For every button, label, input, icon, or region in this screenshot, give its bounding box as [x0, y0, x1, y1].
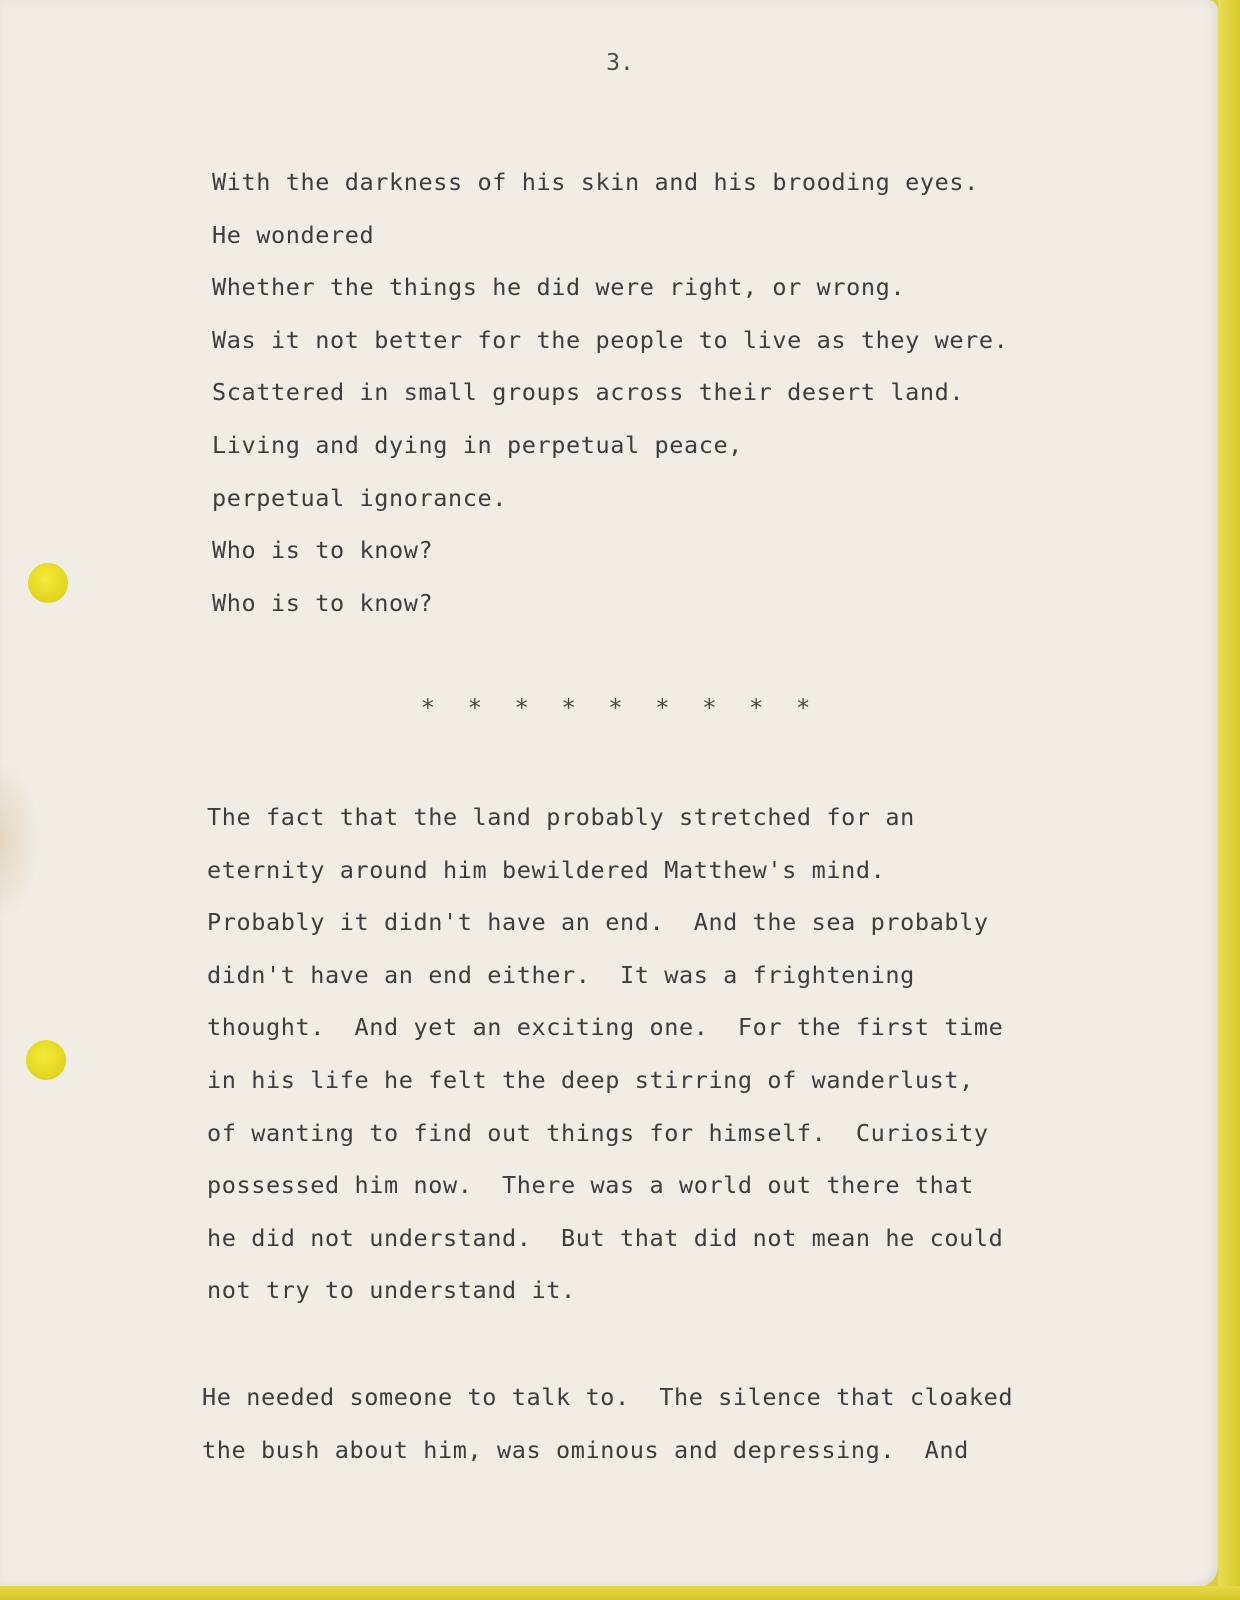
- verse-line: Was it not better for the people to live as they were.: [212, 325, 1009, 354]
- page-number: 3.: [606, 50, 634, 76]
- paragraph-two: [202, 1371, 1013, 1476]
- paragraph-line: didn't have an end either. It was a frightening: [207, 960, 915, 989]
- verse-line: Scattered in small groups across their desert land.: [212, 378, 965, 407]
- folder-edge-right: [1218, 0, 1240, 1600]
- verse-line: perpetual ignorance.: [212, 483, 507, 512]
- verse-line: With the darkness of his skin and his brooding eyes.: [212, 168, 979, 196]
- verse-line: Who is to know?: [212, 588, 434, 617]
- paragraph-line: thought. And yet an exciting one. For the first time: [207, 1013, 1004, 1042]
- paragraph-line: Probably it didn't have an end. And the sea probably: [207, 908, 989, 937]
- paragraph-line: possessed him now. There was a world out there that: [207, 1171, 974, 1200]
- paragraph-line: the bush about him, was ominous and depressing. And: [202, 1435, 969, 1464]
- paragraph-line: he did not understand. But that did not mean he could: [207, 1223, 1004, 1252]
- paragraph-one: [207, 791, 1003, 1317]
- verse-line: He wondered: [212, 220, 375, 249]
- verse-line: Living and dying in perpetual peace,: [212, 430, 743, 459]
- punch-hole-lower: [26, 1040, 66, 1080]
- paragraph-line: not try to understand it.: [207, 1276, 576, 1305]
- verse-line: Whether the things he did were right, or wrong.: [212, 273, 906, 302]
- paper-stain: [0, 760, 40, 920]
- paragraph-line: in his life he felt the deep stirring of wanderlust,: [207, 1065, 974, 1094]
- folder-edge-bottom: [0, 1586, 1240, 1600]
- paragraph-line: of wanting to find out things for himself. Curiosity: [207, 1118, 989, 1147]
- verse-line: Who is to know?: [212, 536, 434, 565]
- paragraph-line: The fact that the land probably stretched for an: [207, 803, 915, 831]
- paragraph-line: He needed someone to talk to. The silence that cloaked: [202, 1383, 1014, 1411]
- punch-hole-upper: [28, 563, 68, 603]
- section-separator: * * * * * * * * *: [420, 694, 820, 722]
- paragraph-line: eternity around him bewildered Matthew's mind.: [207, 855, 886, 884]
- verse-block: [212, 156, 1008, 629]
